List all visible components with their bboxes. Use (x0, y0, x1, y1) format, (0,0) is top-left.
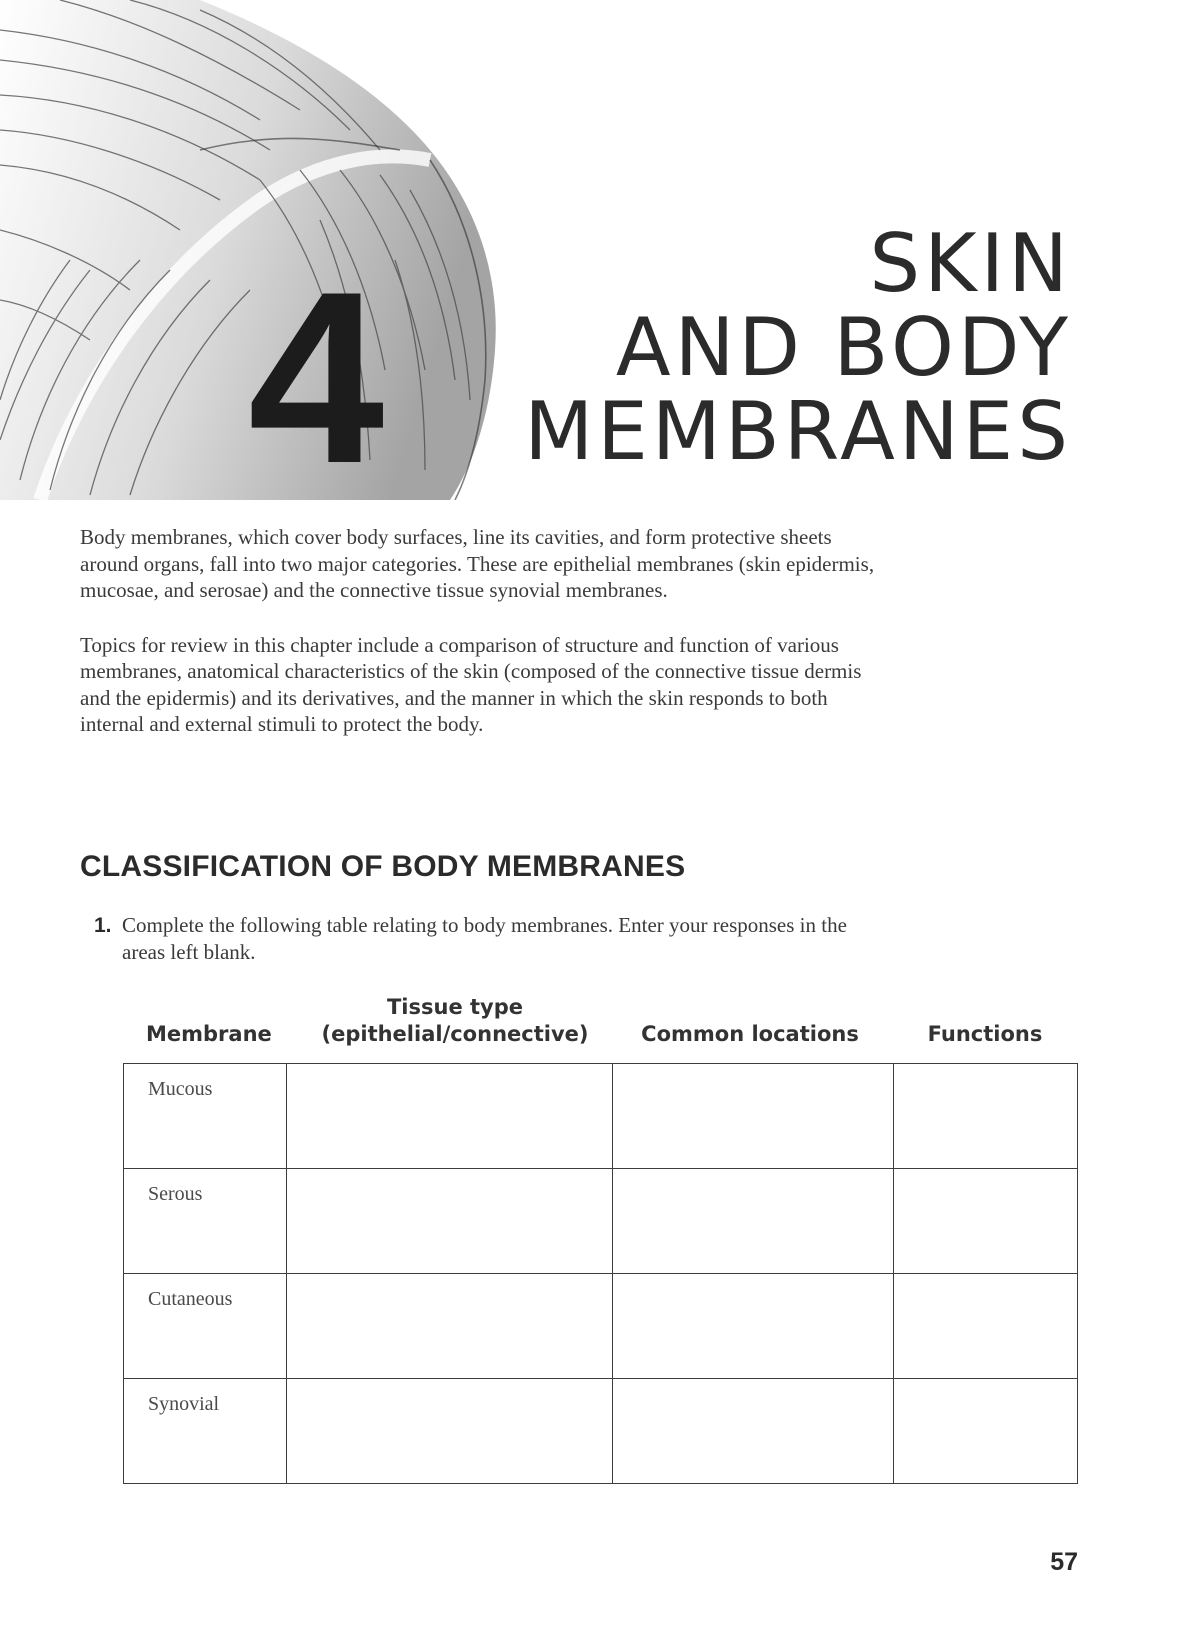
functions-answer-cell[interactable] (894, 1379, 1078, 1484)
intro-paragraph: Body membranes, which cover body surfaces, line its cavities, and form protective sheets around organs, fall into two major categories. These are epithelial membranes (skin epidermis, mucosae, and serosae) and the connective tissue synovial membranes. (80, 525, 875, 602)
tissue-type-answer-cell[interactable] (287, 1064, 613, 1169)
chapter-title-line: SKIN (869, 217, 1072, 310)
functions-answer-cell[interactable] (894, 1064, 1078, 1169)
question-number: 1. (94, 914, 112, 937)
intro-text (80, 524, 880, 766)
section-heading: CLASSIFICATION OF BODY MEMBRANES (80, 850, 686, 883)
tissue-type-answer-cell[interactable] (287, 1274, 613, 1379)
chapter-title-line: AND BODY (615, 301, 1072, 394)
intro-paragraph: Topics for review in this chapter include a comparison of structure and function of various membranes, anatomical characteristics of the skin (composed of the connective tissue dermis and the epidermis) and its derivatives, and the manner in which the skin responds to both internal and external stimuli to protect the body. (80, 632, 862, 736)
membrane-name-cell: Synovial (124, 1379, 287, 1484)
chapter-number: 4 (248, 240, 379, 514)
functions-answer-cell[interactable] (894, 1169, 1078, 1274)
chapter-title-line: MEMBRANES (524, 385, 1072, 478)
table-row (124, 1379, 1078, 1484)
common-locations-answer-cell[interactable] (613, 1274, 894, 1379)
tissue-type-answer-cell[interactable] (287, 1379, 613, 1484)
column-header-functions: Functions (927, 1022, 1043, 1046)
membrane-name-cell: Mucous (124, 1064, 287, 1169)
question-text: Complete the following table relating to body membranes. Enter your responses in the areas left blank. (122, 913, 847, 964)
common-locations-answer-cell[interactable] (613, 1169, 894, 1274)
column-header-line: (epithelial/connective) (321, 1022, 589, 1046)
table-row (124, 1169, 1078, 1274)
membrane-table (123, 1063, 1078, 1484)
common-locations-answer-cell[interactable] (613, 1064, 894, 1169)
table-row (124, 1064, 1078, 1169)
column-header-common-locations: Common locations (641, 1022, 859, 1046)
page-number: 57 (1050, 1548, 1078, 1576)
question-1 (94, 912, 854, 966)
functions-answer-cell[interactable] (894, 1274, 1078, 1379)
common-locations-answer-cell[interactable] (613, 1379, 894, 1484)
membrane-name-cell: Cutaneous (124, 1274, 287, 1379)
membrane-name-cell: Serous (124, 1169, 287, 1274)
tissue-type-answer-cell[interactable] (287, 1169, 613, 1274)
column-header-line: Tissue type (386, 995, 524, 1019)
table-row (124, 1274, 1078, 1379)
column-header-membrane: Membrane (146, 1022, 272, 1046)
column-header-tissue-type (310, 994, 600, 1048)
chapter-title (524, 217, 1072, 478)
